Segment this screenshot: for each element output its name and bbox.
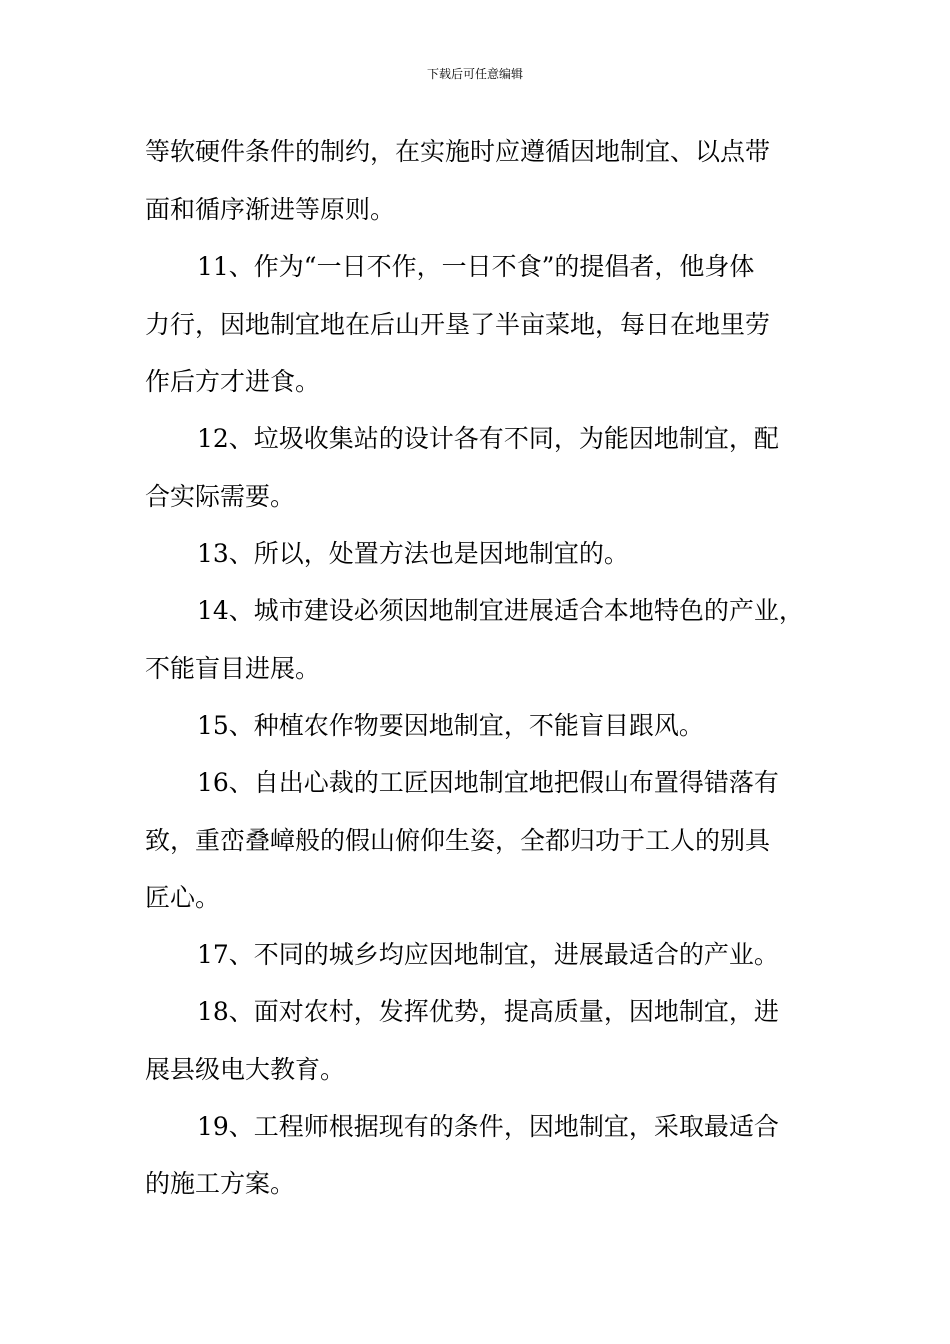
body-line: 等软硬件条件的制约，在实施时应遵循因地制宜、以点带 (145, 137, 771, 166)
body-line: 18、面对农村，发挥优势，提高质量，因地制宜，进 (197, 997, 779, 1026)
body-line: 12、垃圾收集站的设计各有不同，为能因地制宜，配 (197, 424, 779, 453)
body-line: 致，重峦叠嶂般的假山俯仰生姿，全都归功于工人的别具 (145, 826, 771, 855)
body-line: 面和循序渐进等原则。 (145, 195, 396, 224)
body-line: 展县级电大教育。 (145, 1055, 346, 1084)
body-line: 15、种植农作物要因地制宜，不能盲目跟风。 (197, 711, 704, 740)
body-line: 14、城市建设必须因地制宜进展适合本地特色的产业， (197, 596, 804, 625)
body-line: 作后方才进食。 (145, 367, 321, 396)
body-line: 的施工方案。 (145, 1169, 296, 1198)
body-line: 匠心。 (145, 883, 221, 912)
body-line: 16、自出心裁的工匠因地制宜地把假山布置得错落有 (197, 768, 779, 797)
header-note: 下载后可任意编辑 (426, 67, 523, 81)
body-line: 合实际需要。 (145, 482, 296, 511)
body-line: 17、不同的城乡均应因地制宜，进展最适合的产业。 (197, 940, 779, 969)
body-line: 13、所以，处置方法也是因地制宜的。 (197, 539, 629, 568)
body-line: 11、作为“一日不作，一日不食”的提倡者，他身体 (197, 252, 755, 281)
body-line: 不能盲目进展。 (145, 654, 321, 683)
body-line: 力行，因地制宜地在后山开垦了半亩菜地，每日在地里劳 (145, 310, 771, 339)
body-line: 19、工程师根据现有的条件，因地制宜，采取最适合 (197, 1112, 779, 1141)
